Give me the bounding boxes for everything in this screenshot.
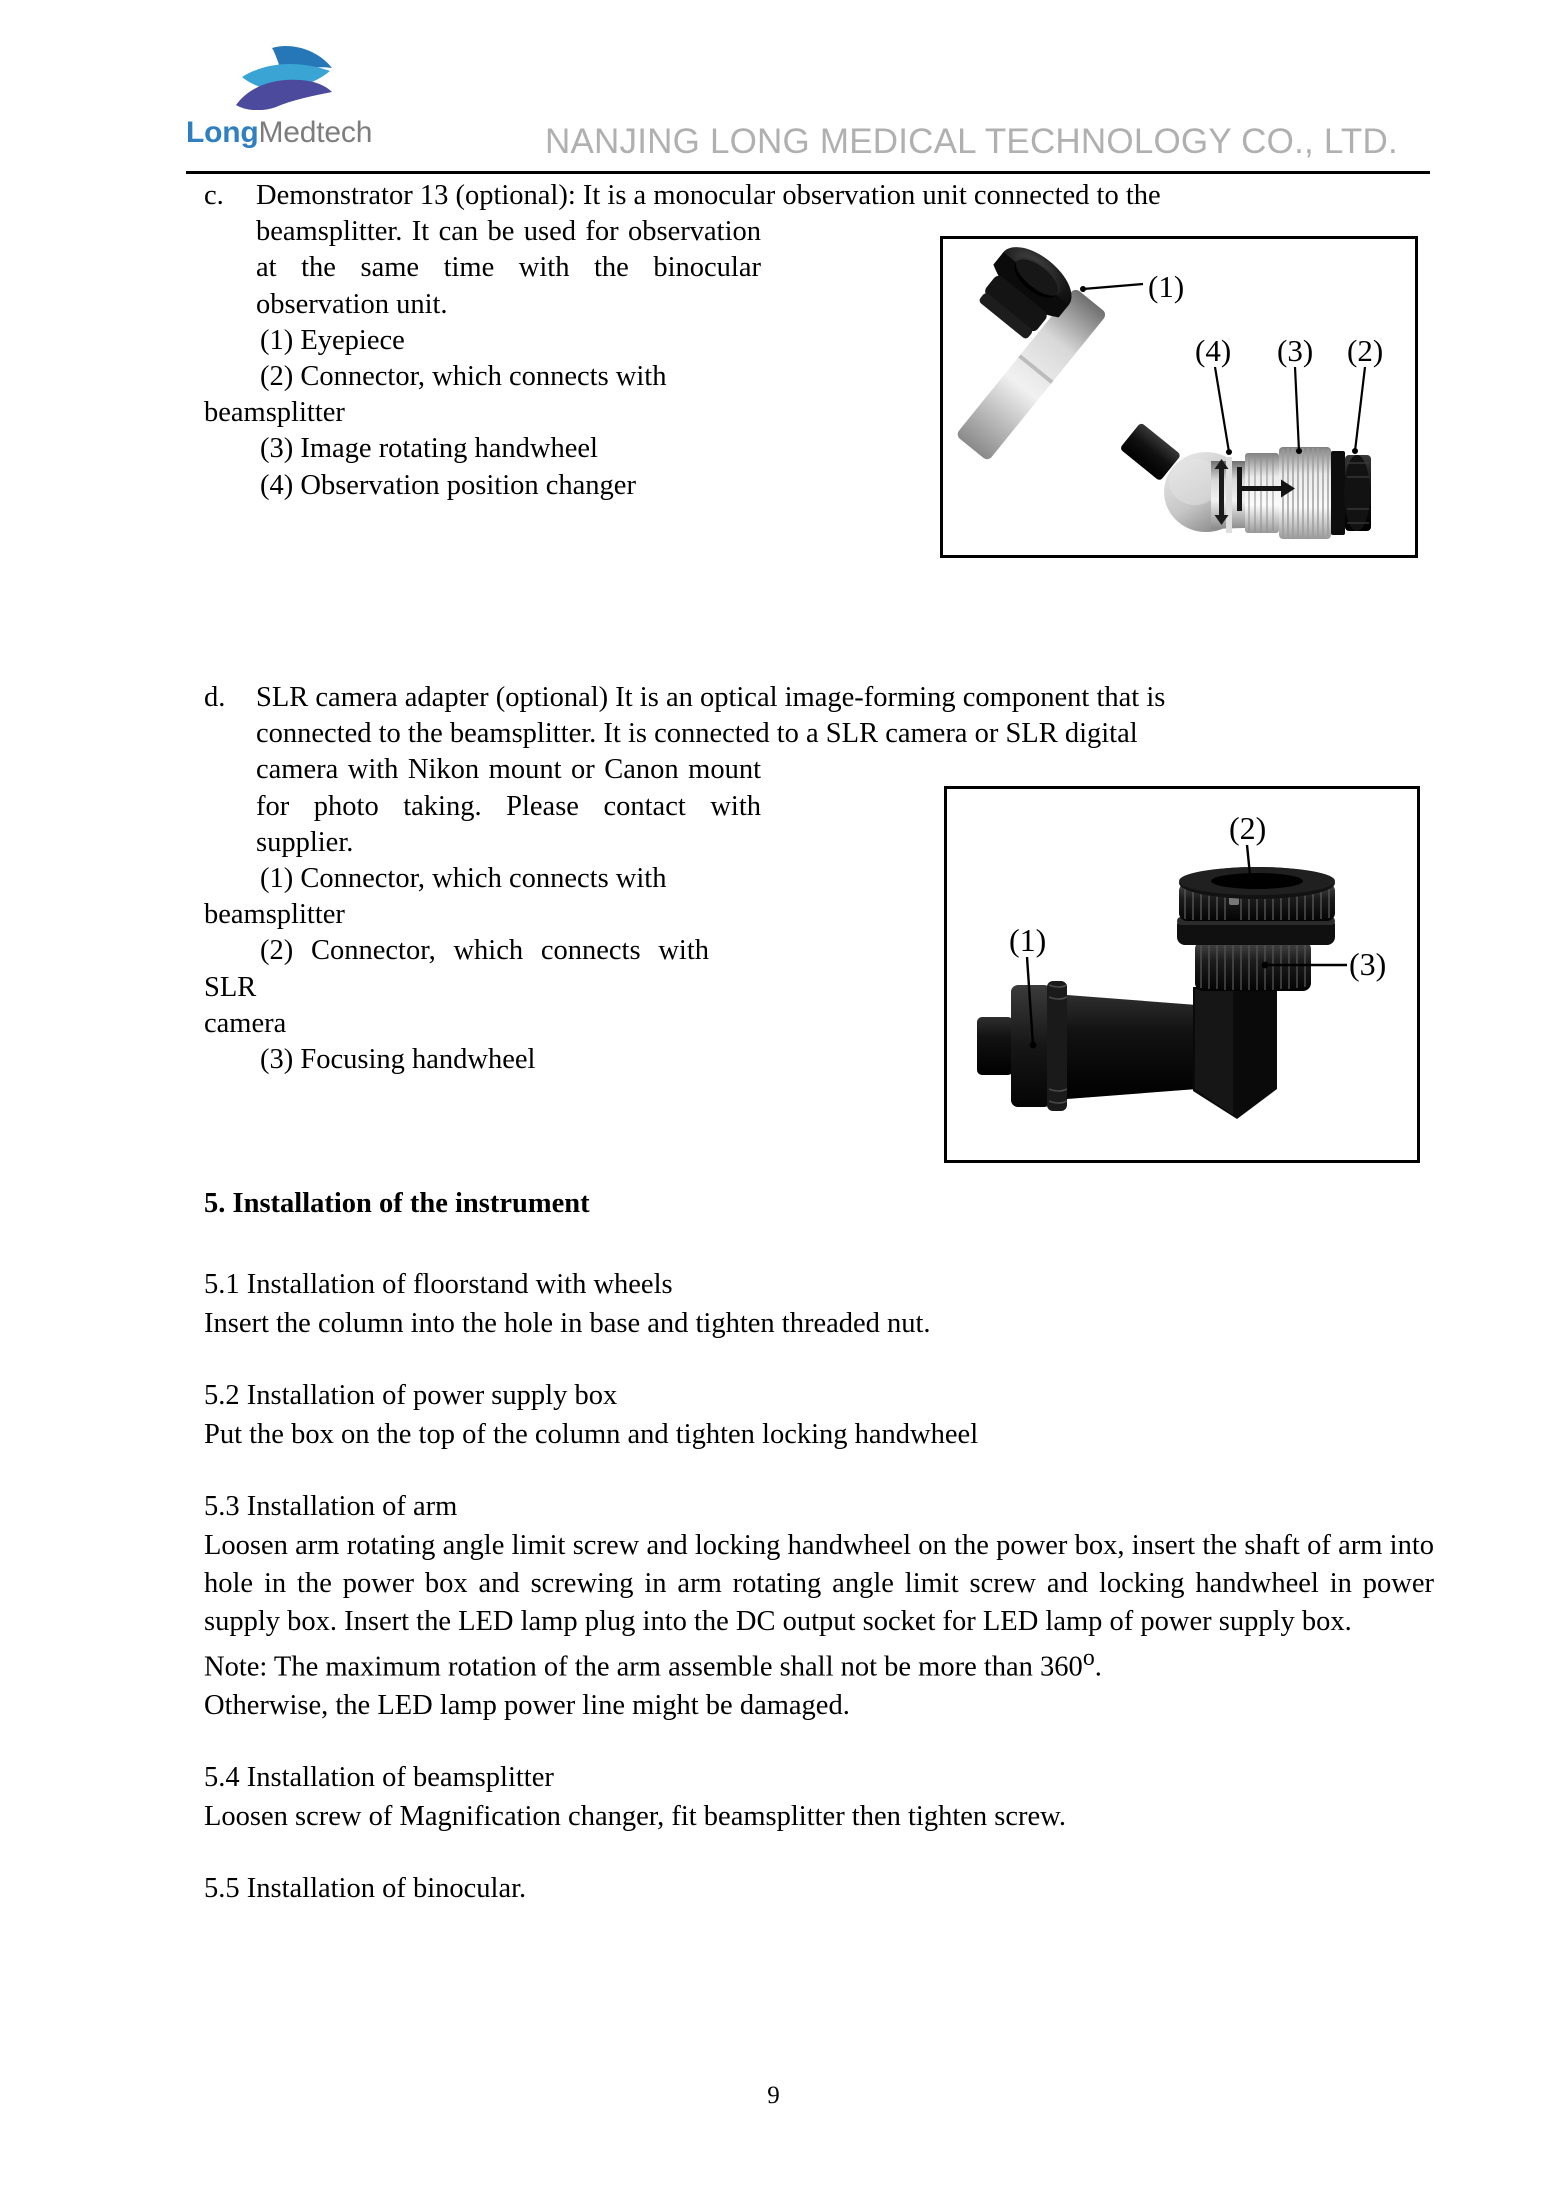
section-5-heading: 5. Installation of the instrument: [204, 1188, 590, 1219]
section-5-3-note-line2: Otherwise, the LED lamp power line might be damaged.: [204, 1689, 850, 1721]
section-c-item-1: (1) Eyepiece: [260, 324, 405, 356]
svg-text:(1): (1): [1148, 269, 1185, 304]
section-c-intro-line1: Demonstrator 13 (optional): It is a monocular observation unit connected to the: [256, 180, 1161, 211]
section-d-item-2: [204, 933, 1430, 1042]
section-d-item-2-line2: camera: [204, 1007, 287, 1039]
svg-text:(4): (4): [1195, 333, 1232, 368]
section-5-4-heading: 5.4 Installation of beamsplitter: [204, 1762, 554, 1794]
svg-text:(3): (3): [1277, 333, 1314, 368]
svg-text:(3): (3): [1349, 946, 1387, 982]
section-5-4-body: Loosen screw of Magnification changer, fit beamsplitter then tighten screw.: [204, 1800, 1067, 1832]
section-5-3-heading: 5.3 Installation of arm: [204, 1491, 458, 1523]
degree-symbol: o: [1082, 1644, 1095, 1671]
section-c-item-2-line1: (2) Connector, which connects with: [260, 360, 667, 392]
section-d-marker: d.: [204, 682, 226, 713]
logo-wordmark-medtech: Medtech: [258, 116, 373, 149]
logo-wordmark-long: Long: [186, 116, 259, 149]
section-d-item-1-line2: beamsplitter: [204, 899, 345, 931]
longmedtech-bird-logo-icon: [220, 44, 340, 110]
spacer: [204, 1836, 1434, 1870]
section-c-item-2: [204, 359, 1430, 431]
note-suffix: .: [1094, 1651, 1102, 1683]
section-d-item-1: [204, 861, 1430, 933]
section-5-1-heading: 5.1 Installation of floorstand with wheels: [204, 1269, 673, 1301]
page-number: 9: [767, 2082, 780, 2109]
section-d-intro-row: [204, 680, 1430, 861]
svg-text:(1): (1): [1009, 922, 1047, 958]
section-5-1-body: Insert the column into the hole in base and tighten threaded nut.: [204, 1307, 931, 1339]
section-5-3-body: Loosen arm rotating angle limit screw and locking handwheel on the power box, insert the shaft of arm into hole in the power box and screwing in arm rotating angle limit screw and locking handwheel in power supply box. Insert the LED lamp plug into the DC output socket for LED lamp of power supply box.: [204, 1529, 1434, 1638]
section-d: [204, 680, 1430, 1078]
section-d-intro-rest: camera with Nikon mount or Canon mount for photo taking. Please contact with supplier.: [256, 754, 761, 858]
logo-wordmark: [186, 116, 372, 150]
section-c-marker: c.: [204, 180, 224, 211]
section-c-intro-rest: beamsplitter. It can be used for observation at the same time with the binocular observation unit.: [256, 216, 761, 320]
section-5-2-body: Put the box on the top of the column and tighten locking handwheel: [204, 1418, 979, 1450]
section-5-2-heading: 5.2 Installation of power supply box: [204, 1380, 618, 1412]
section-d-item-3: (3) Focusing handwheel: [260, 1043, 536, 1075]
header-divider: [186, 171, 1430, 174]
section-5: [204, 1186, 1434, 1909]
section-5-3-note: [204, 1642, 1434, 1687]
section-c-item-3: (3) Image rotating handwheel: [260, 433, 598, 465]
section-c-item-2-line2: beamsplitter: [204, 397, 345, 429]
spacer: [204, 1343, 1434, 1377]
page-header: [0, 0, 1547, 176]
section-d-intro-line1: SLR camera adapter (optional) It is an optical image-forming component that is: [256, 682, 1166, 713]
section-d-item-1-line1: (1) Connector, which connects with: [260, 862, 667, 894]
section-c: [204, 178, 1430, 504]
section-c-intro-row: [204, 178, 1430, 323]
svg-text:(2): (2): [1229, 810, 1267, 846]
spacer: [204, 1454, 1434, 1488]
company-name-heading: NANJING LONG MEDICAL TECHNOLOGY CO., LTD.: [545, 122, 1398, 161]
company-logo: [186, 44, 416, 164]
section-d-intro-line2: connected to the beamsplitter. It is connected to a SLR camera or SLR digital: [256, 718, 1138, 750]
note-text: Note: The maximum rotation of the arm assemble shall not be more than 360: [204, 1651, 1083, 1683]
section-d-item-2-line1: (2) Connector, which connects with SLR: [204, 935, 709, 1003]
section-c-item-4: (4) Observation position changer: [260, 469, 636, 501]
svg-text:(2): (2): [1347, 333, 1384, 368]
section-5-5-heading: 5.5 Installation of binocular.: [204, 1873, 527, 1905]
spacer: [204, 1725, 1434, 1759]
spacer: [204, 1222, 1434, 1266]
